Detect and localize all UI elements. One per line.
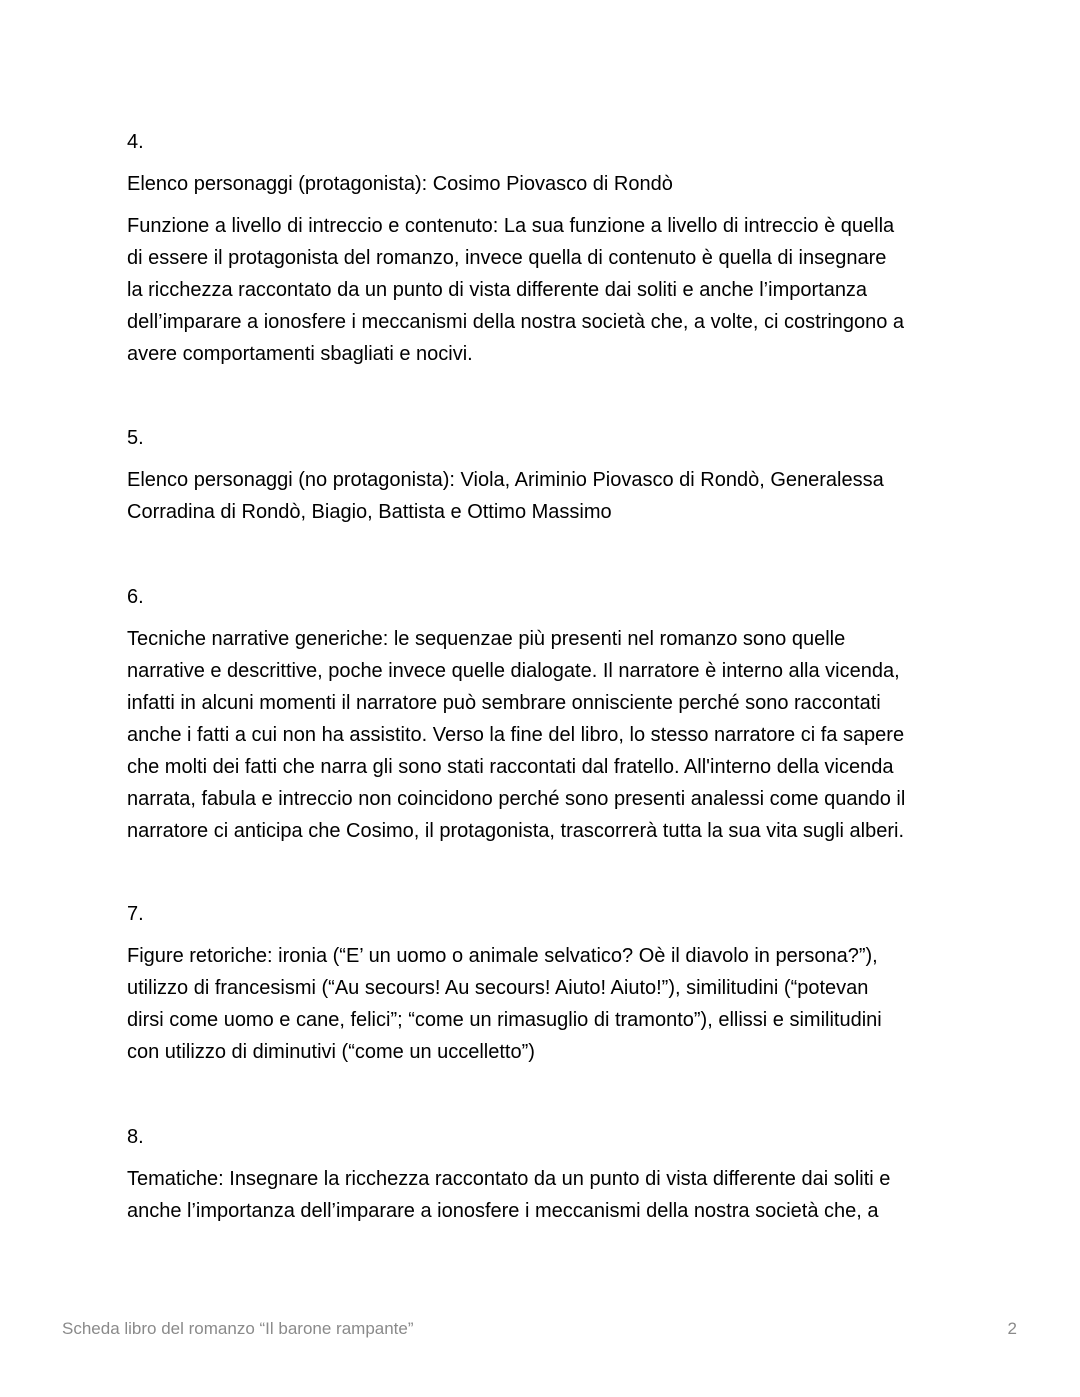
text-line: narratore ci anticipa che Cosimo, il protagonista, trascorrerà tutta la sua vita sugli alberi. bbox=[127, 820, 905, 842]
text-line: con utilizzo di diminutivi (“come un uccelletto”) bbox=[127, 1041, 535, 1063]
paragraph bbox=[127, 168, 987, 200]
text-line: Tecniche narrative generiche: le sequenzae più presenti nel romanzo sono quelle bbox=[127, 628, 846, 650]
paragraph bbox=[127, 210, 987, 370]
text-line: infatti in alcuni momenti il narratore può sembrare onnisciente perché sono raccontati bbox=[127, 692, 881, 714]
section-4 bbox=[127, 126, 987, 380]
page-number: 2 bbox=[1007, 1319, 1017, 1338]
paragraph bbox=[127, 940, 987, 1068]
text-line: che molti dei fatti che narra gli sono stati raccontati dal fratello. All'interno della vicenda bbox=[127, 756, 894, 778]
paragraph bbox=[127, 464, 987, 528]
paragraph bbox=[127, 623, 987, 847]
section-number: 6. bbox=[127, 586, 144, 608]
text-line: narrata, fabula e intreccio non coincidono perché sono presenti analessi come quando il bbox=[127, 788, 906, 810]
text-line: avere comportamenti sbagliati e nocivi. bbox=[127, 343, 473, 365]
section-8 bbox=[127, 1121, 987, 1237]
text-line: Funzione a livello di intreccio e contenuto: La sua funzione a livello di intreccio è quella bbox=[127, 215, 895, 237]
section-number: 5. bbox=[127, 427, 144, 449]
paragraph bbox=[127, 1163, 987, 1227]
text-line: Elenco personaggi (protagonista): Cosimo Piovasco di Rondò bbox=[127, 173, 673, 195]
text-line: Figure retoriche: ironia (“E’ un uomo o animale selvatico? Oè il diavolo in persona?”), bbox=[127, 945, 878, 967]
text-line: narrative e descrittive, poche invece quelle dialogate. Il narratore è interno alla vicenda, bbox=[127, 660, 900, 682]
text-line: dirsi come uomo e cane, felici”; “come un rimasuglio di tramonto”), ellissi e similitudini bbox=[127, 1009, 882, 1031]
text-line: Tematiche: Insegnare la ricchezza raccontato da un punto di vista differente dai soliti e bbox=[127, 1168, 891, 1190]
text-line: la ricchezza raccontato da un punto di vista differente dai soliti e anche l’importanza bbox=[127, 279, 868, 301]
footer-title: Scheda libro del romanzo “Il barone rampante” bbox=[62, 1319, 414, 1338]
section-5 bbox=[127, 422, 987, 538]
text-line: Corradina di Rondò, Biagio, Battista e Ottimo Massimo bbox=[127, 501, 612, 523]
text-line: utilizzo di francesismi (“Au secours! Au secours! Aiuto! Aiuto!”), similitudini (“potevan bbox=[127, 977, 869, 999]
text-line: anche l’importanza dell’imparare a ionosfere i meccanismi della nostra società che, a bbox=[127, 1200, 879, 1222]
text-line: anche i fatti a cui non ha assistito. Verso la fine del libro, lo stesso narratore ci fa sapere bbox=[127, 724, 905, 746]
section-number: 4. bbox=[127, 131, 144, 153]
section-number: 8. bbox=[127, 1126, 144, 1148]
section-7 bbox=[127, 898, 987, 1078]
section-number: 7. bbox=[127, 903, 144, 925]
section-6 bbox=[127, 581, 987, 857]
text-line: dell’imparare a ionosfere i meccanismi della nostra società che, a volte, ci costringono a bbox=[127, 311, 905, 333]
text-line: di essere il protagonista del romanzo, invece quella di contenuto è quella di insegnare bbox=[127, 247, 887, 269]
text-line: Elenco personaggi (no protagonista): Viola, Ariminio Piovasco di Rondò, Generalessa bbox=[127, 469, 884, 491]
